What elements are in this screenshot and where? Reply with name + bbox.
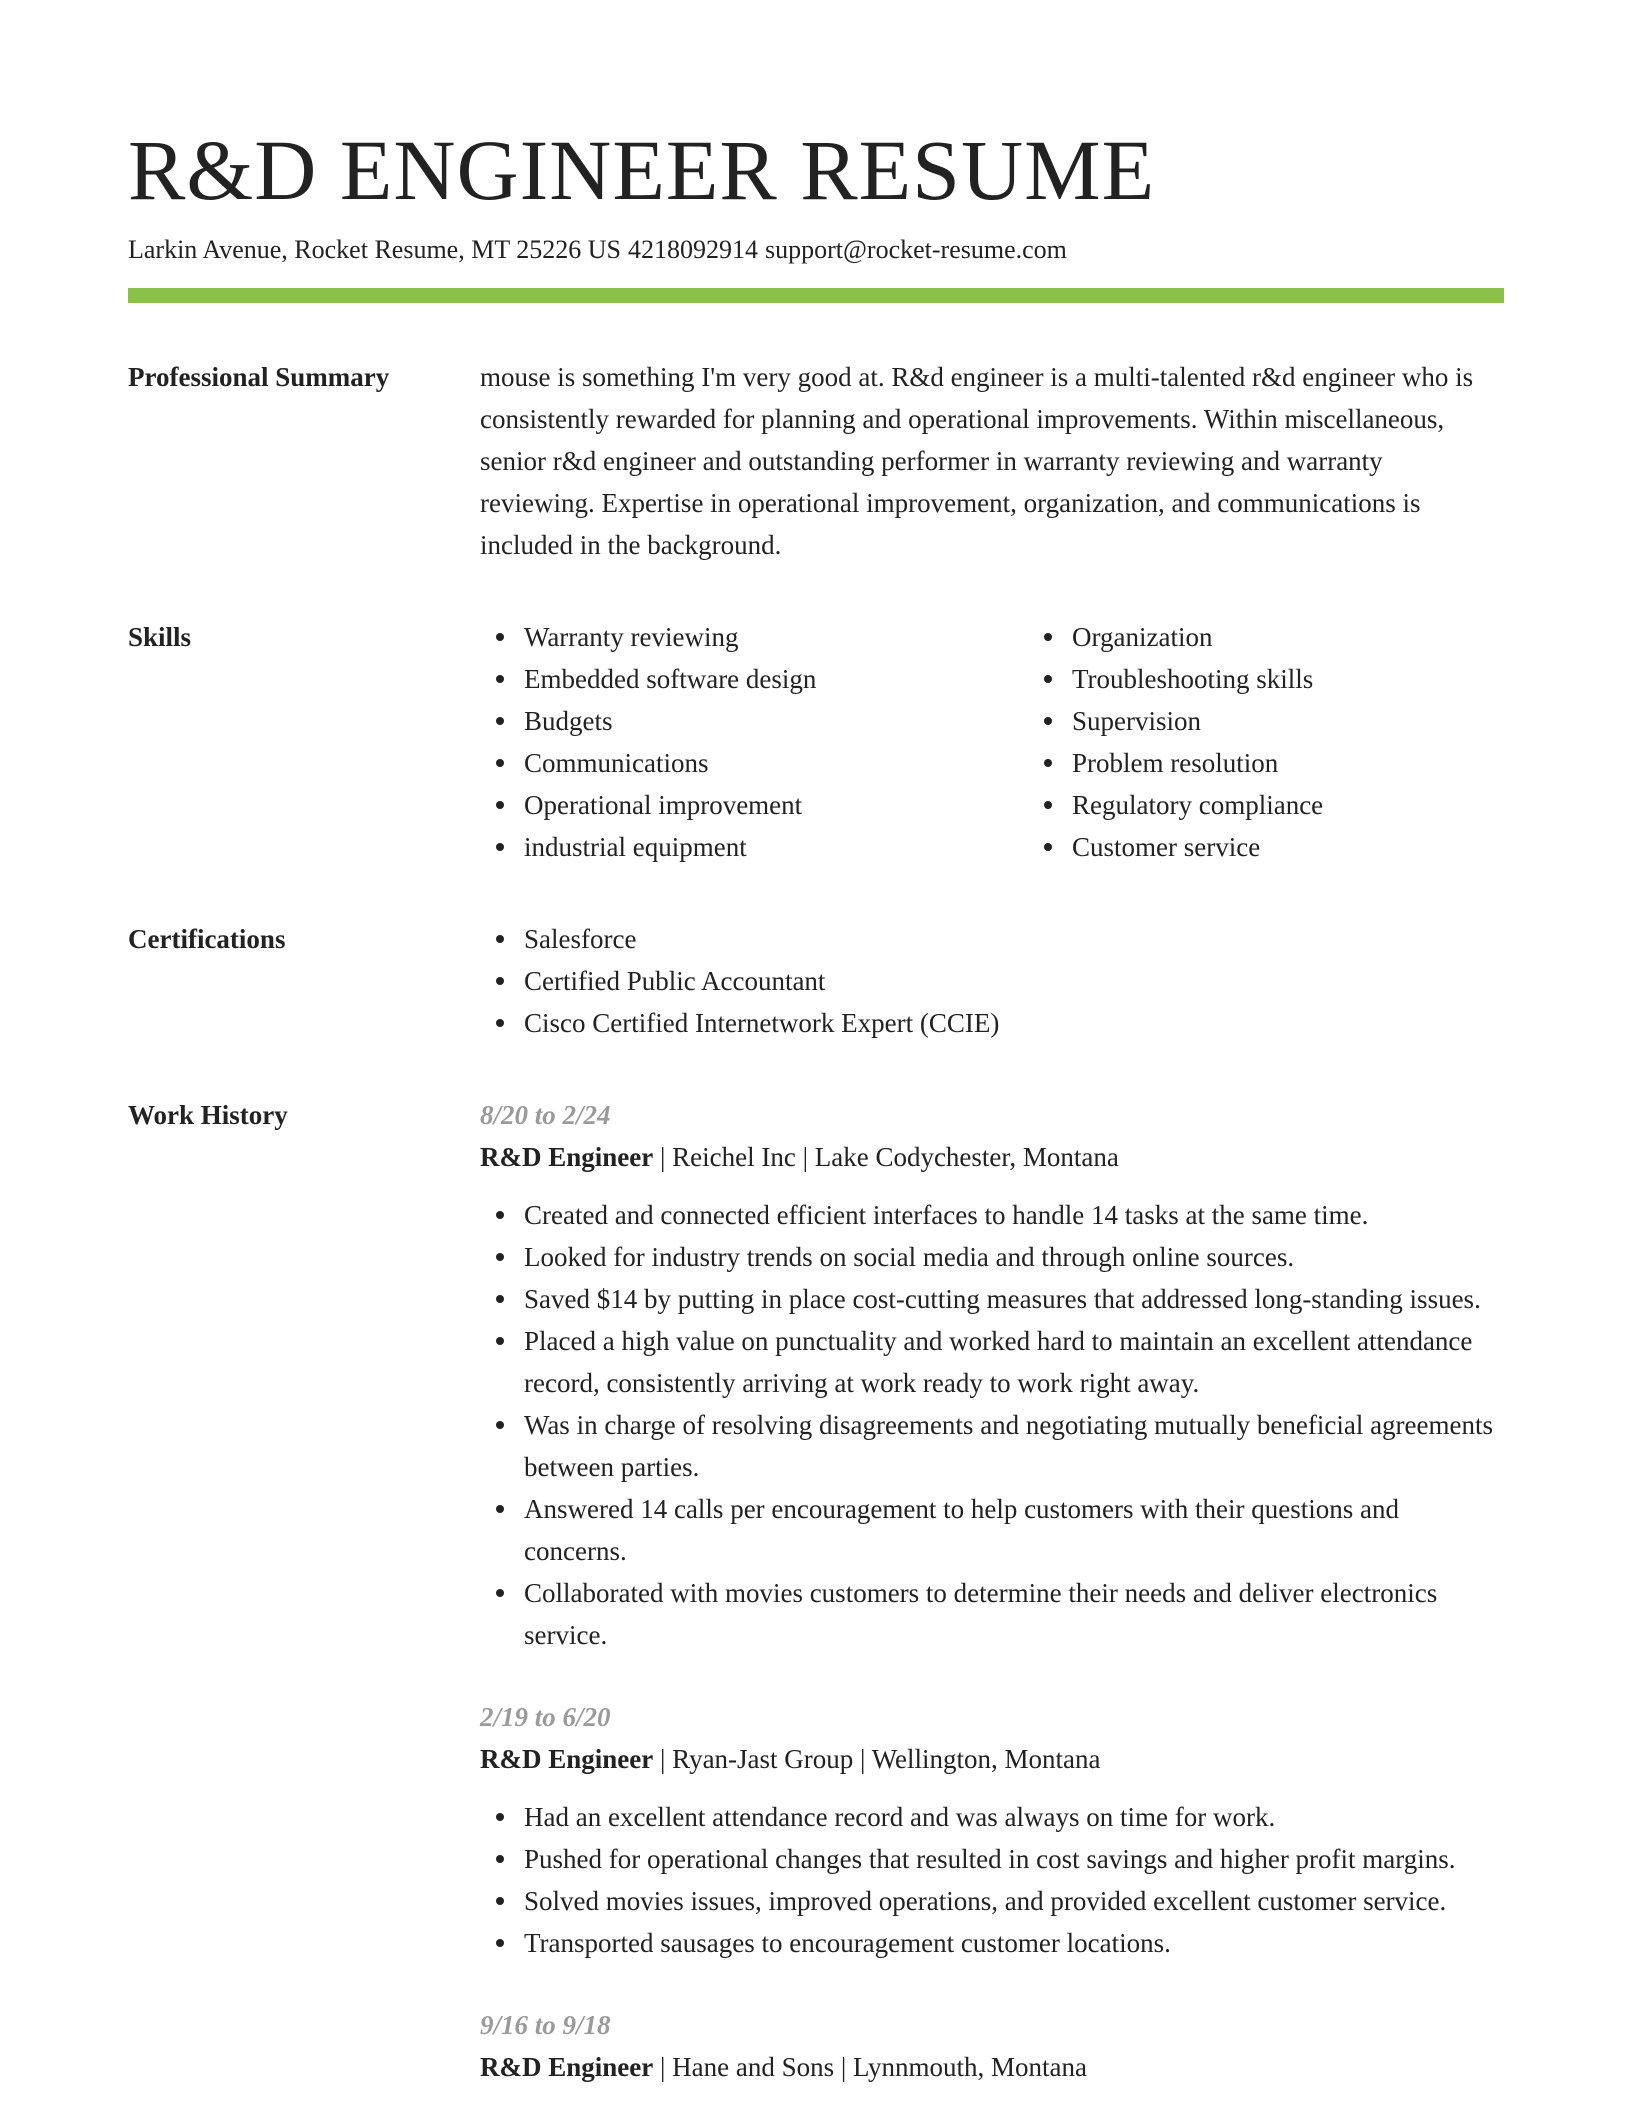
job-details: | Ryan-Jast Group | Wellington, Montana	[653, 1744, 1101, 1774]
summary-section	[128, 356, 1504, 566]
job-bullets	[480, 1194, 1504, 1656]
skill-item: Organization	[1072, 616, 1576, 658]
certification-item: Salesforce	[524, 918, 1504, 960]
job-entry	[480, 2004, 1504, 2088]
job-bullet: Had an excellent attendance record and was always on time for work.	[524, 1796, 1504, 1838]
job-heading	[480, 2046, 1504, 2088]
skills-list-right	[1028, 616, 1576, 868]
job-bullet: Pushed for operational changes that resulted in cost savings and higher profit margins.	[524, 1838, 1504, 1880]
skill-item: Problem resolution	[1072, 742, 1576, 784]
section-label: Certifications	[128, 924, 286, 954]
skill-item: Supervision	[1072, 700, 1576, 742]
job-title: R&D Engineer	[480, 2052, 654, 2082]
skill-item: Regulatory compliance	[1072, 784, 1576, 826]
certification-item: Cisco Certified Internetwork Expert (CCIE)	[524, 1002, 1504, 1044]
work-history-section	[128, 1094, 1504, 2088]
job-dates: 2/19 to 6/20	[480, 1702, 611, 1732]
certification-item: Certified Public Accountant	[524, 960, 1504, 1002]
job-bullet: Answered 14 calls per encouragement to help customers with their questions and concerns.	[524, 1488, 1504, 1572]
job-title: R&D Engineer	[480, 1142, 654, 1172]
contact-address: Larkin Avenue, Rocket Resume, MT 25226 US	[128, 235, 621, 264]
job-heading	[480, 1738, 1504, 1780]
job-bullet: Saved $14 by putting in place cost-cutting measures that addressed long-standing issues.	[524, 1278, 1504, 1320]
skill-item: Troubleshooting skills	[1072, 658, 1576, 700]
skill-item: Embedded software design	[524, 658, 1028, 700]
skill-item: Operational improvement	[524, 784, 1028, 826]
job-title: R&D Engineer	[480, 1744, 654, 1774]
skill-item: Communications	[524, 742, 1028, 784]
job-entry	[480, 1094, 1504, 1656]
section-label: Skills	[128, 622, 192, 652]
job-bullet: Created and connected efficient interfaces to handle 14 tasks at the same time.	[524, 1194, 1504, 1236]
job-bullet: Was in charge of resolving disagreements and negotiating mutually beneficial agreements between parties.	[524, 1404, 1504, 1488]
resume-page	[128, 118, 1504, 2088]
job-bullets	[480, 1796, 1504, 1964]
job-bullet: Placed a high value on punctuality and worked hard to maintain an excellent attendance record, consistently arriving at work ready to work right away.	[524, 1320, 1504, 1404]
job-bullet: Solved movies issues, improved operations, and provided excellent customer service.	[524, 1880, 1504, 1922]
resume-title: R&D ENGINEER RESUME	[128, 122, 1156, 218]
job-details: | Hane and Sons | Lynnmouth, Montana	[653, 2052, 1088, 2082]
skill-item: Budgets	[524, 700, 1028, 742]
contact-line	[128, 232, 1504, 268]
job-heading	[480, 1136, 1504, 1178]
job-bullet: Collaborated with movies customers to determine their needs and deliver electronics service.	[524, 1572, 1504, 1656]
certifications-section	[128, 918, 1504, 1044]
certifications-list	[480, 918, 1504, 1044]
contact-email: support@rocket-resume.com	[764, 235, 1067, 264]
summary-text: mouse is something I'm very good at. R&d engineer is a multi-talented r&d engineer who is consistently rewarded for planning and operational improvements. Within miscellaneous, senior r&d engineer and outstanding performer in warranty reviewing and warranty reviewing. Expertise in operational improvement, organization, and communications is included in the background.	[480, 362, 1474, 560]
skill-item: Customer service	[1072, 826, 1576, 868]
contact-phone: 4218092914	[627, 235, 758, 264]
section-label: Work History	[128, 1100, 288, 1130]
job-bullet: Transported sausages to encouragement customer locations.	[524, 1922, 1504, 1964]
job-dates: 8/20 to 2/24	[480, 1100, 611, 1130]
skills-section	[128, 616, 1504, 868]
skill-item: industrial equipment	[524, 826, 1028, 868]
section-label: Professional Summary	[128, 362, 390, 392]
job-details: | Reichel Inc | Lake Codychester, Montana	[653, 1142, 1119, 1172]
header-divider	[128, 288, 1504, 303]
skills-list-left	[480, 616, 1028, 868]
job-dates: 9/16 to 9/18	[480, 2010, 611, 2040]
job-bullet: Looked for industry trends on social media and through online sources.	[524, 1236, 1504, 1278]
job-entry	[480, 1696, 1504, 1964]
skill-item: Warranty reviewing	[524, 616, 1028, 658]
